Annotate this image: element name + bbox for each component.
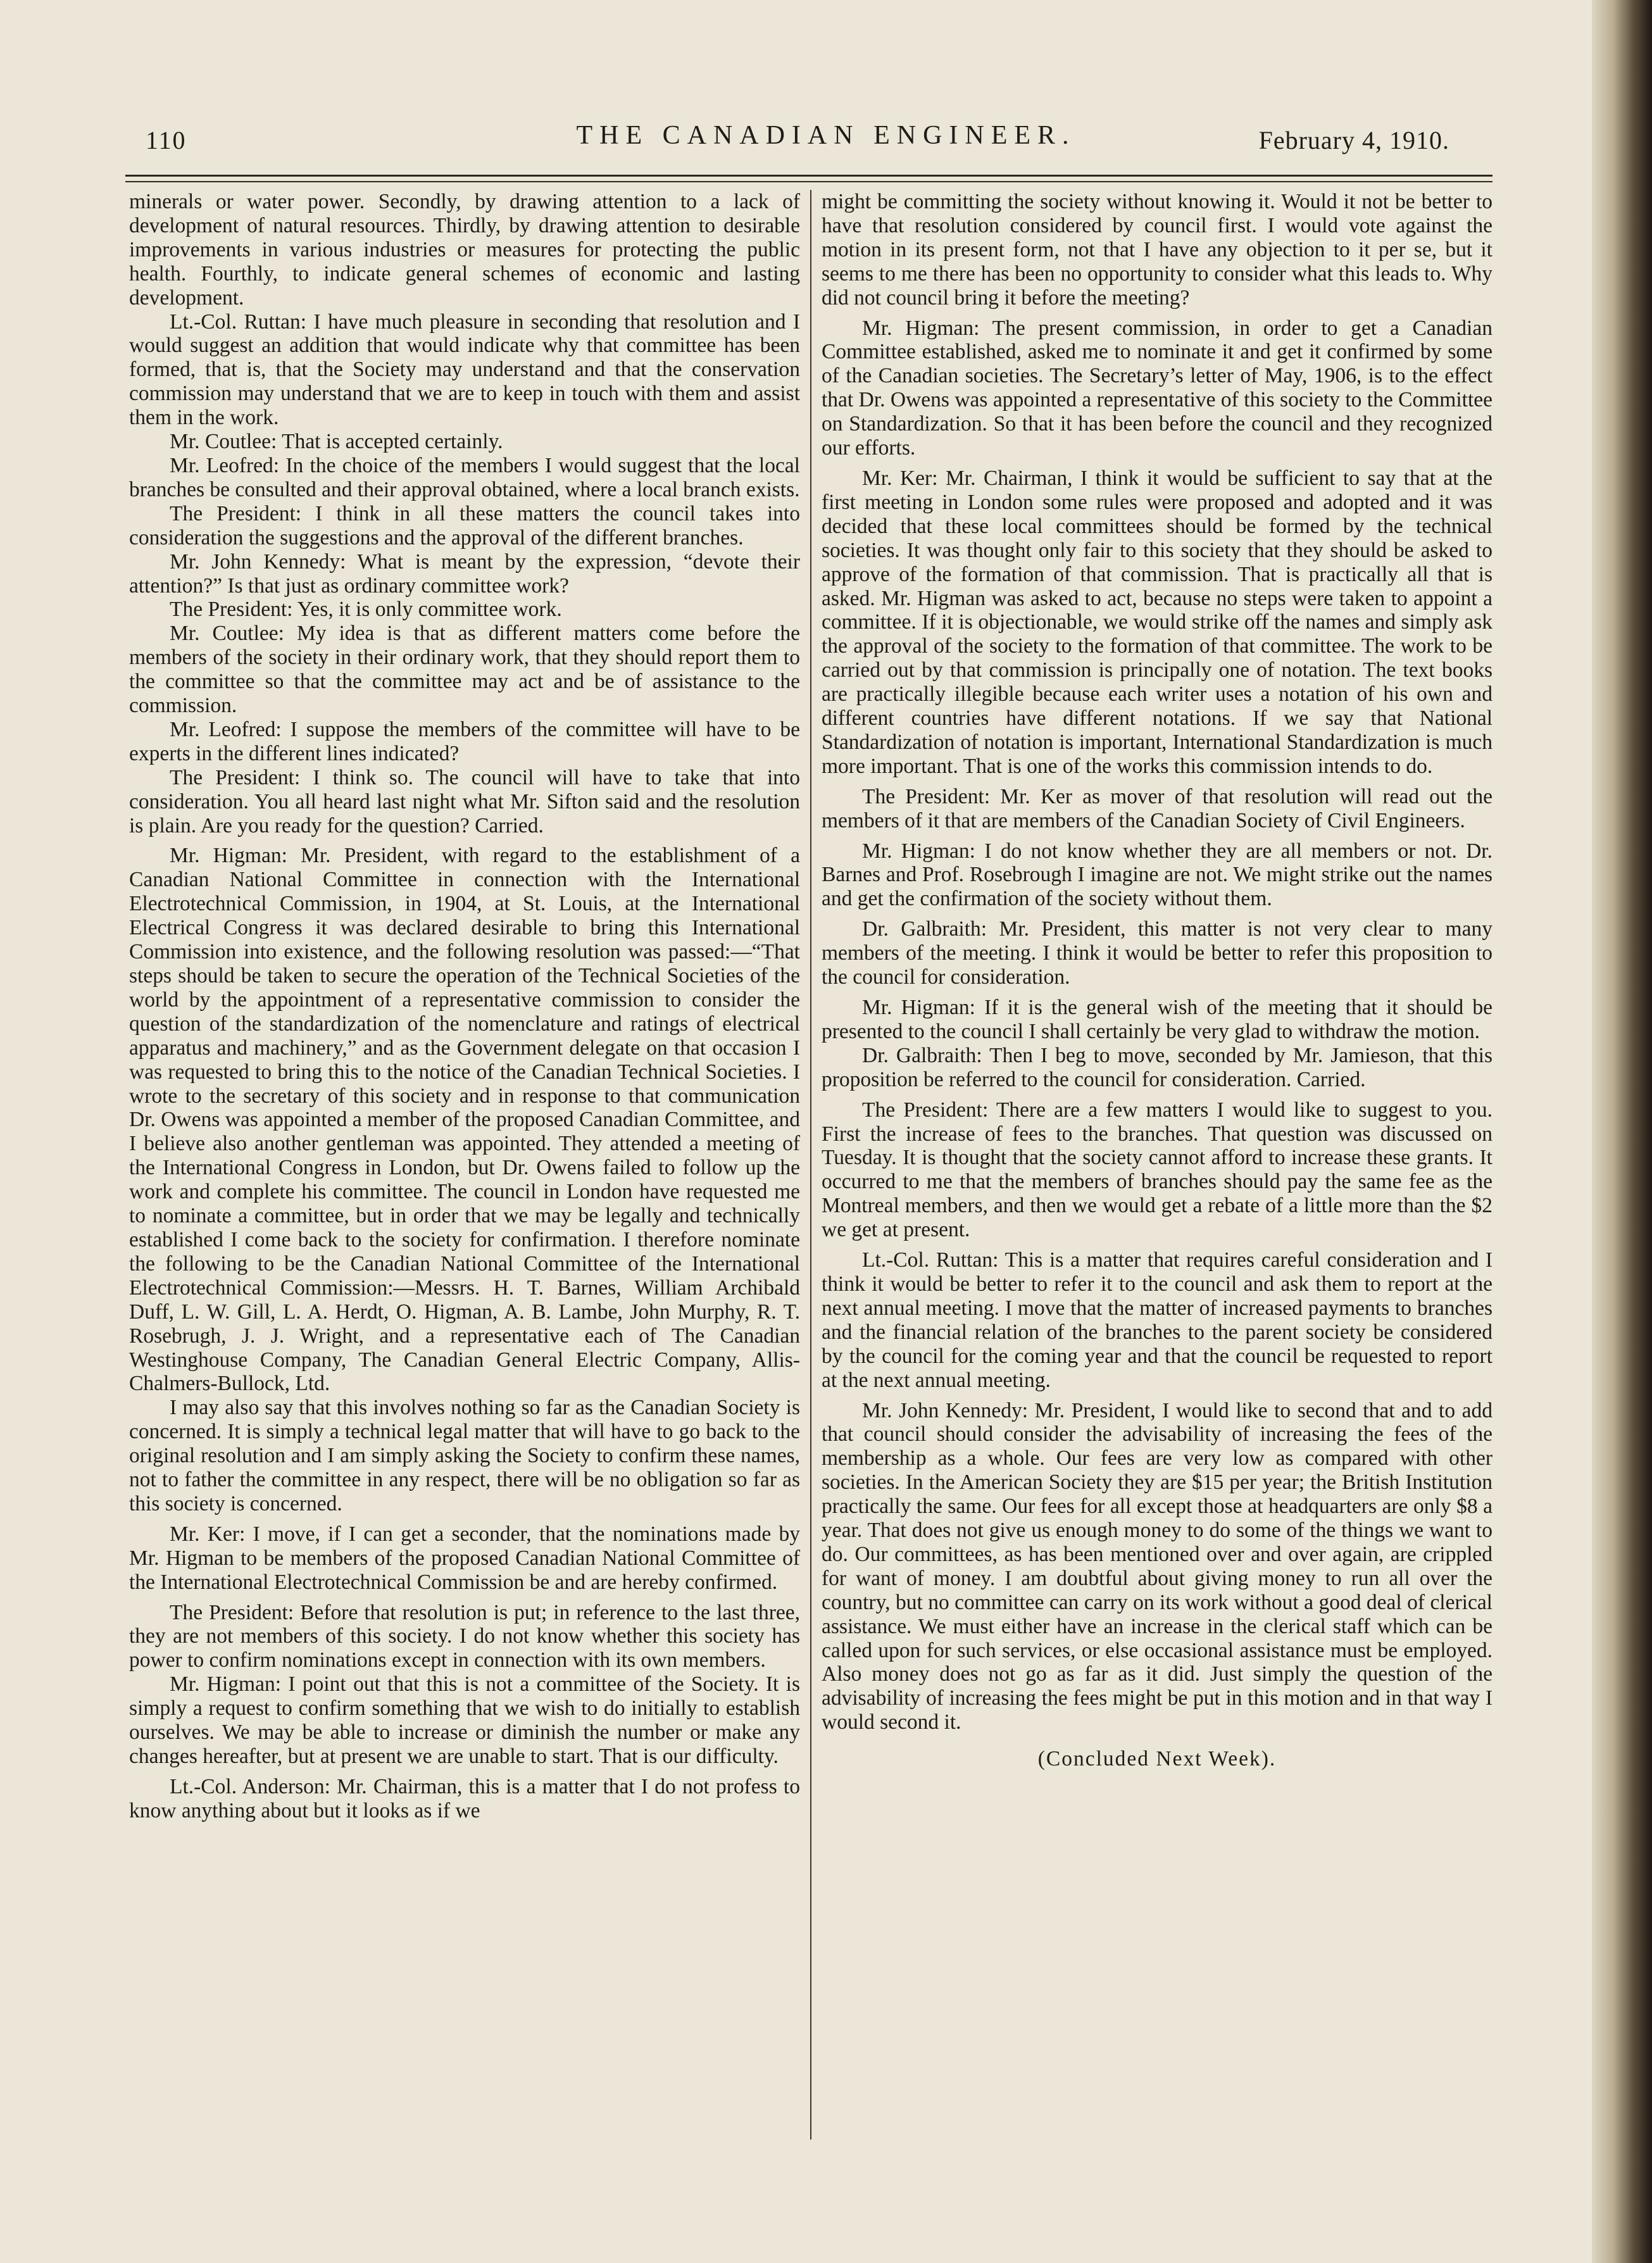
book-spine-shadow	[1592, 0, 1652, 2263]
paragraph: Mr. John Kennedy: Mr. President, I would like to second that and to add that council should consider the advisability of increasing the fees of the membership as a whole. Our fees are very low as compared with other societies. In the American Society they are $15 per year; the British Institution practically the same. Our fees for all except those at headquarters are only $8 a year. That does not give us enough money to do some of the things we want to do. Our committees, as has been mentioned over and over again, are crippled for want of money. I am doubtful about giving money to run all over the country, but no committee can carry on its work without a good deal of clerical assistance. We must either have an increase in the clerical staff which can be called upon for such services, or else occasional assistance must be employed. Also money does not go as far as it did. Just simply the question of the advisability of increasing the fees might be put in this motion and in that way I would second it.	[822, 1398, 1492, 1734]
paragraph: The President: I think so. The council will have to take that into consideration. You all heard last night what Mr. Sifton said and the resolution is plain. Are you ready for the question? Carried.	[129, 765, 800, 837]
paragraph: Mr. Coutlee: That is accepted certainly.	[170, 430, 503, 454]
paragraph: Dr. Galbraith: Then I beg to move, seconded by Mr. Jamieson, that this proposition be referred to the council for consideration. Carried.	[822, 1043, 1492, 1091]
header-rule-bottom	[125, 181, 1492, 182]
paragraph: Lt.-Col. Ruttan: This is a matter that requires careful consideration and I think it would be better to refer it to the council and ask them to report at the next annual meeting. I move that the matter of increased payments to branches and the financial relation of the branches to the parent society be considered by the council for the coming year and that the council be requested to report at the next annual meeting.	[822, 1248, 1492, 1392]
paragraph: Mr. Ker: Mr. Chairman, I think it would be sufficient to say that at the first meeting in London some rules were proposed and adopted and it was decided that these local committees should be formed by the technical societies. It was thought only fair to this society that they should be asked to approve of the formation of that commission. That is practically all that is asked. Mr. Higman was asked to act, because no steps were taken to appoint a committee. If it is objectionable, we would strike off the names and simply ask the approval of the society to the formation of that committee. The work to be carried out by that commission is principally one of notation. The text books are practically illegible because each writer uses a notation of his own and different countries have different notations. If we say that National Standardization of notation is important, International Standardization is much more important. That is one of the works this commission intends to do.	[822, 466, 1492, 778]
paragraph: I may also say that this involves nothing so far as the Canadian Society is concerned. It is simply a technical legal matter that will have to go back to the original resolution and I am simply asking the Society to confirm these names, not to father the committee in any respect, there will be no obligation so far as this society is concerned.	[129, 1396, 800, 1515]
paragraph: Mr. Higman: I do not know whether they are all members or not. Dr. Barnes and Prof. Rosebrough I imagine are not. We might strike out the names and get the confirmation of the society without them.	[822, 839, 1492, 911]
paragraph: Lt.-Col. Anderson: Mr. Chairman, this is a matter that I do not profess to know anything about but it looks as if we	[129, 1774, 800, 1822]
left-column	[129, 190, 800, 1823]
concluded-note: (Concluded Next Week).	[1037, 1747, 1277, 1771]
paragraph: The President: Yes, it is only committee work.	[170, 598, 562, 622]
paragraph: The President: Mr. Ker as mover of that resolution will read out the members of it that are members of the Canadian Society of Civil Engineers.	[822, 784, 1492, 832]
paragraph: Mr. Higman: The present commission, in order to get a Canadian Committee established, asked me to nominate it and get it confirmed by some of the Canadian societies. The Secretary’s letter of May, 1906, is to the effect that Dr. Owens was appointed a representative of this society to the Committee on Standardization. So that it has been before the council and they recognized our efforts.	[822, 316, 1492, 460]
page-number: 110	[146, 126, 187, 154]
journal-title: THE CANADIAN ENGINEER.	[576, 121, 1076, 150]
issue-date: February 4, 1910.	[1258, 126, 1449, 154]
header-rule-top	[125, 175, 1492, 177]
right-column	[822, 190, 1492, 1771]
paragraph: might be committing the society without knowing it. Would it not be better to have that resolution considered by council first. I would vote against the motion in its present form, not that I have any objection to it per se, but it seems to me there has been no opportunity to consider what this leads to. Why did not council bring it before the meeting?	[822, 190, 1492, 310]
paragraph: Mr. John Kennedy: What is meant by the expression, “devote their attention?” Is that just as ordinary committee work?	[129, 549, 800, 598]
paragraph: Mr. Leofred: In the choice of the members I would suggest that the local branches be consulted and their approval obtained, where a local branch exists.	[129, 453, 800, 501]
paragraph: minerals or water power. Secondly, by drawing attention to a lack of development of natural resources. Thirdly, by drawing attention to desirable improvements in various industries or measures for protecting the public health. Fourthly, to indicate general schemes of economic and lasting development.	[129, 190, 800, 310]
paragraph: Lt.-Col. Ruttan: I have much pleasure in seconding that resolution and I would suggest an addition that would indicate why that committee has been formed, that is, that the Society may understand and that the conservation commission may understand that we are to keep in touch with them and assist them in the work.	[129, 310, 800, 430]
paragraph: Mr. Leofred: I suppose the members of the committee will have to be experts in the different lines indicated?	[129, 717, 800, 765]
paragraph: Dr. Galbraith: Mr. President, this matter is not very clear to many members of the meeting. I think it would be better to refer this proposition to the council for consideration.	[822, 917, 1492, 989]
column-divider	[810, 190, 811, 2140]
page-header	[127, 120, 1487, 177]
paragraph: Mr. Higman: Mr. President, with regard to the establishment of a Canadian National Committee in connection with the International Electrotechnical Commission, in 1904, at St. Louis, at the International Electrical Congress it was declared desirable to bring this International Commission into existence, and the following resolution was passed:—“That steps should be taken to secure the operation of the Technical Societies of the world by the appointment of a representative commission to consider the question of the standardization of the nomenclature and ratings of electrical apparatus and machinery,” and as the Government delegate on that occasion I was requested to bring this to the notice of the Canadian Technical Societies. I wrote to the secretary of this society and in response to that communication Dr. Owens was appointed a member of the proposed Canadian Committee, and I believe also another gentleman was appointed. They attended a meeting of the International Congress in London, but Dr. Owens failed to follow up the work and complete his committee. The council in London have requested me to nominate a committee, but in order that we may be legally and technically established I come back to the society for confirmation. I therefore nominate the following to be the Canadian National Committee of the International Electrotechnical Commission:—Messrs. H. T. Barnes, William Archibald Duff, L. W. Gill, L. A. Herdt, O. Higman, A. B. Lambe, John Murphy, R. T. Rosebrugh, J. J. Wright, and a representative each of The Canadian Westinghouse Company, The Canadian General Electric Company, Allis-Chalmers-Bullock, Ltd.	[129, 844, 800, 1396]
paragraph: The President: Before that resolution is put; in reference to the last three, they are not members of this society. I do not know whether this society has power to confirm nominations except in connection with its own members.	[129, 1600, 800, 1672]
paragraph: Mr. Ker: I move, if I can get a seconder, that the nominations made by Mr. Higman to be members of the proposed Canadian National Committee of the International Electrotechnical Commission be and are hereby confirmed.	[129, 1522, 800, 1594]
paragraph: Mr. Coutlee: My idea is that as different matters come before the members of the society in their ordinary work, that they should report them to the committee so that the committee may act and be of assistance to the commission.	[129, 622, 800, 718]
paragraph: The President: There are a few matters I would like to suggest to you. First the increase of fees to the branches. That question was discussed on Tuesday. It is thought that the society cannot afford to increase these grants. It occurred to me that the members of branches should pay the same fee as the Montreal members, and then we would get a rebate of a little more than the $2 we get at present.	[822, 1098, 1492, 1242]
paragraph: The President: I think in all these matters the council takes into consideration the suggestions and the approval of the different branches.	[129, 501, 800, 549]
paragraph: Mr. Higman: I point out that this is not a committee of the Society. It is simply a request to confirm something that we wish to do initially to establish ourselves. We may be able to increase or diminish the number or make any changes hereafter, but at present we are unable to start. That is our difficulty.	[129, 1672, 800, 1768]
paragraph: Mr. Higman: If it is the general wish of the meeting that it should be presented to the council I shall certainly be very glad to withdraw the motion.	[822, 996, 1492, 1043]
